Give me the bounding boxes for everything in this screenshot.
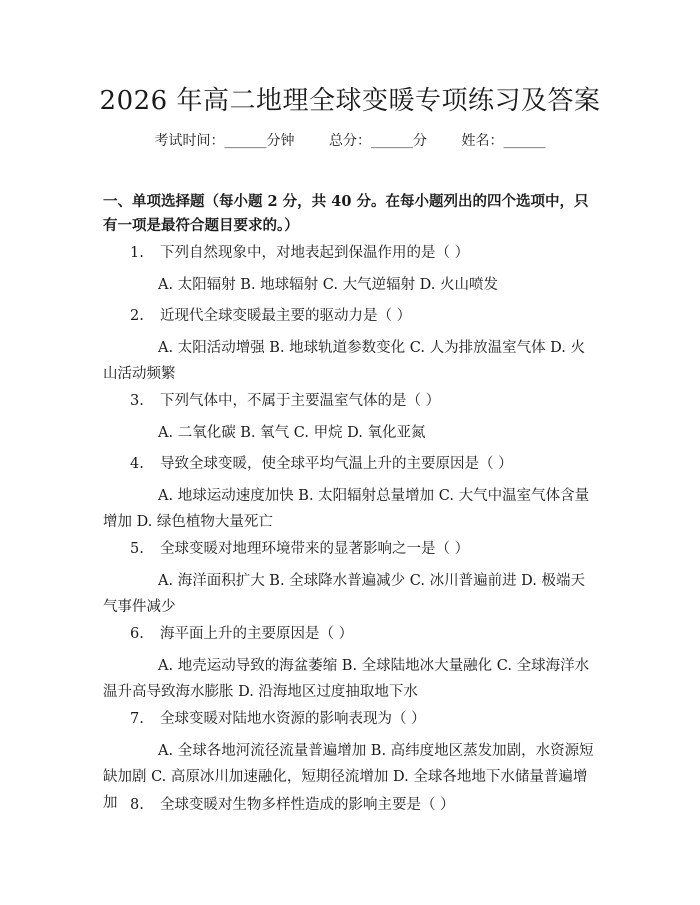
page-title: 2026 年高二地理全球变暖专项练习及答案 xyxy=(99,86,601,116)
section-heading: 一、单项选择题（每小题 2 分，共 40 分。在每小题列出的四个选项中，只有一项是最符合题目要求的。） xyxy=(103,193,589,234)
exam-meta xyxy=(0,131,700,151)
question-number: 6. xyxy=(130,626,144,642)
question-number: 5. xyxy=(130,541,144,557)
question-number: 4. xyxy=(130,456,144,472)
question-options: A. 全球各地河流径流量普遍增加 B. 高纬度地区蒸发加剧，水资源短缺加剧 C. 高原冰川加速融化，短期径流增加 D. 全球各地地下水储量普遍增加 xyxy=(103,743,594,811)
question-number: 1. xyxy=(130,245,144,261)
question-text: 全球变暖对地理环境带来的显著影响之一是（ ） xyxy=(160,541,470,557)
question-options: A. 海洋面积扩大 B. 全球降水普遍减少 C. 冰川普遍前进 D. 极端天气事件减少 xyxy=(103,573,586,615)
question-stem xyxy=(130,453,600,475)
question-number: 2. xyxy=(130,308,144,324)
exam-time-field: 考试时间：______分钟 xyxy=(154,133,295,149)
question-stem xyxy=(130,623,600,645)
question-stem xyxy=(130,242,600,264)
question-options: A. 地球运动速度加快 B. 太阳辐射总量增加 C. 大气中温室气体含量增加 D. 绿色植物大量死亡 xyxy=(103,488,590,530)
question-text: 近现代全球变暖最主要的驱动力是（ ） xyxy=(160,308,412,324)
question-text: 下列气体中，不属于主要温室气体的是（ ） xyxy=(160,393,441,409)
question-number: 3. xyxy=(130,393,144,409)
question-stem xyxy=(130,305,600,327)
question-stem xyxy=(130,538,600,560)
question-options: A. 太阳辐射 B. 地球辐射 C. 大气逆辐射 D. 火山喷发 xyxy=(158,277,499,293)
question-text: 全球变暖对陆地水资源的影响表现为（ ） xyxy=(160,711,426,727)
question-text: 下列自然现象中，对地表起到保温作用的是（ ） xyxy=(160,245,470,261)
question-options: A. 地壳运动导致的海盆萎缩 B. 全球陆地冰大量融化 C. 全球海洋水温升高导致海水膨胀 D. 沿海地区过度抽取地下水 xyxy=(103,658,590,700)
question-text: 海平面上升的主要原因是（ ） xyxy=(160,626,354,642)
question-text: 导致全球变暖，使全球平均气温上升的主要原因是（ ） xyxy=(160,456,513,472)
question-text: 全球变暖对生物多样性造成的影响主要是（ ） xyxy=(160,797,455,813)
question-number: 8. xyxy=(130,797,144,813)
question-number: 7. xyxy=(130,711,144,727)
question-stem xyxy=(130,390,600,412)
student-name-field: 姓名：______ xyxy=(461,133,546,149)
question-options: A. 二氧化碳 B. 氧气 C. 甲烷 D. 氧化亚氮 xyxy=(158,425,426,441)
question-stem xyxy=(130,794,600,816)
question-stem xyxy=(130,708,600,730)
total-score-field: 总分：______分 xyxy=(329,133,427,149)
question-options: A. 太阳活动增强 B. 地球轨道参数变化 C. 人为排放温室气体 D. 火山活动频繁 xyxy=(103,340,586,382)
